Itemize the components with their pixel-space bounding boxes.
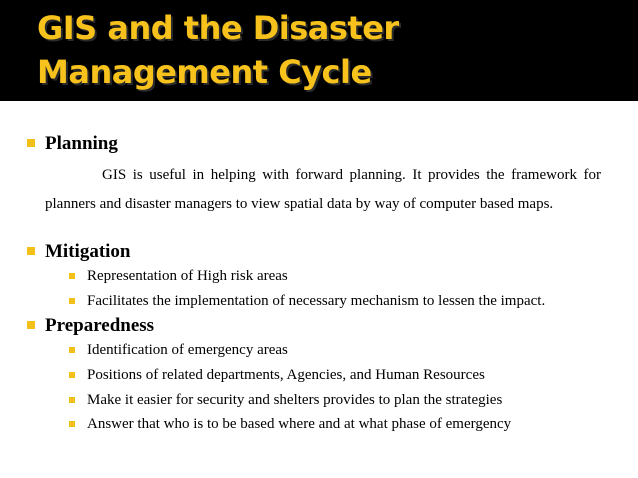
square-bullet-icon <box>27 321 35 329</box>
slide-title: GIS and the Disaster Management Cycle <box>37 9 399 91</box>
list-item <box>87 392 502 409</box>
section-heading-mitigation <box>45 241 131 263</box>
list-item-text: Identification of emergency areas <box>87 342 288 358</box>
square-bullet-icon <box>69 421 75 427</box>
square-bullet-icon <box>27 139 35 147</box>
list-item <box>87 367 485 384</box>
square-bullet-icon <box>69 298 75 304</box>
list-item-text: Representation of High risk areas <box>87 268 288 284</box>
section-heading-label: Mitigation <box>45 241 131 262</box>
list-item-text: Make it easier for security and shelters provides to plan the strategies <box>87 392 503 408</box>
square-bullet-icon <box>27 247 35 255</box>
square-bullet-icon <box>69 273 75 279</box>
list-item <box>87 416 511 433</box>
section-heading-label: Preparedness <box>45 315 155 336</box>
list-item <box>87 342 288 359</box>
planning-paragraph: GIS is useful in helping with forward planning. It provides the framework for planners and disaster managers to view spatial data by way of computer based maps. <box>45 167 601 212</box>
section-heading-label: Planning <box>45 133 118 154</box>
section-heading-planning <box>45 133 118 155</box>
square-bullet-icon <box>69 347 75 353</box>
list-item-text: Answer that who is to be based where and at what phase of emergency <box>87 416 512 432</box>
square-bullet-icon <box>69 372 75 378</box>
list-item <box>87 293 545 310</box>
list-item <box>87 268 288 285</box>
list-item-text: Facilitates the implementation of necessary mechanism to lessen the impact. <box>87 293 546 309</box>
square-bullet-icon <box>69 397 75 403</box>
list-item-text: Positions of related departments, Agencies, and Human Resources <box>87 367 485 383</box>
section-heading-preparedness <box>45 315 154 337</box>
